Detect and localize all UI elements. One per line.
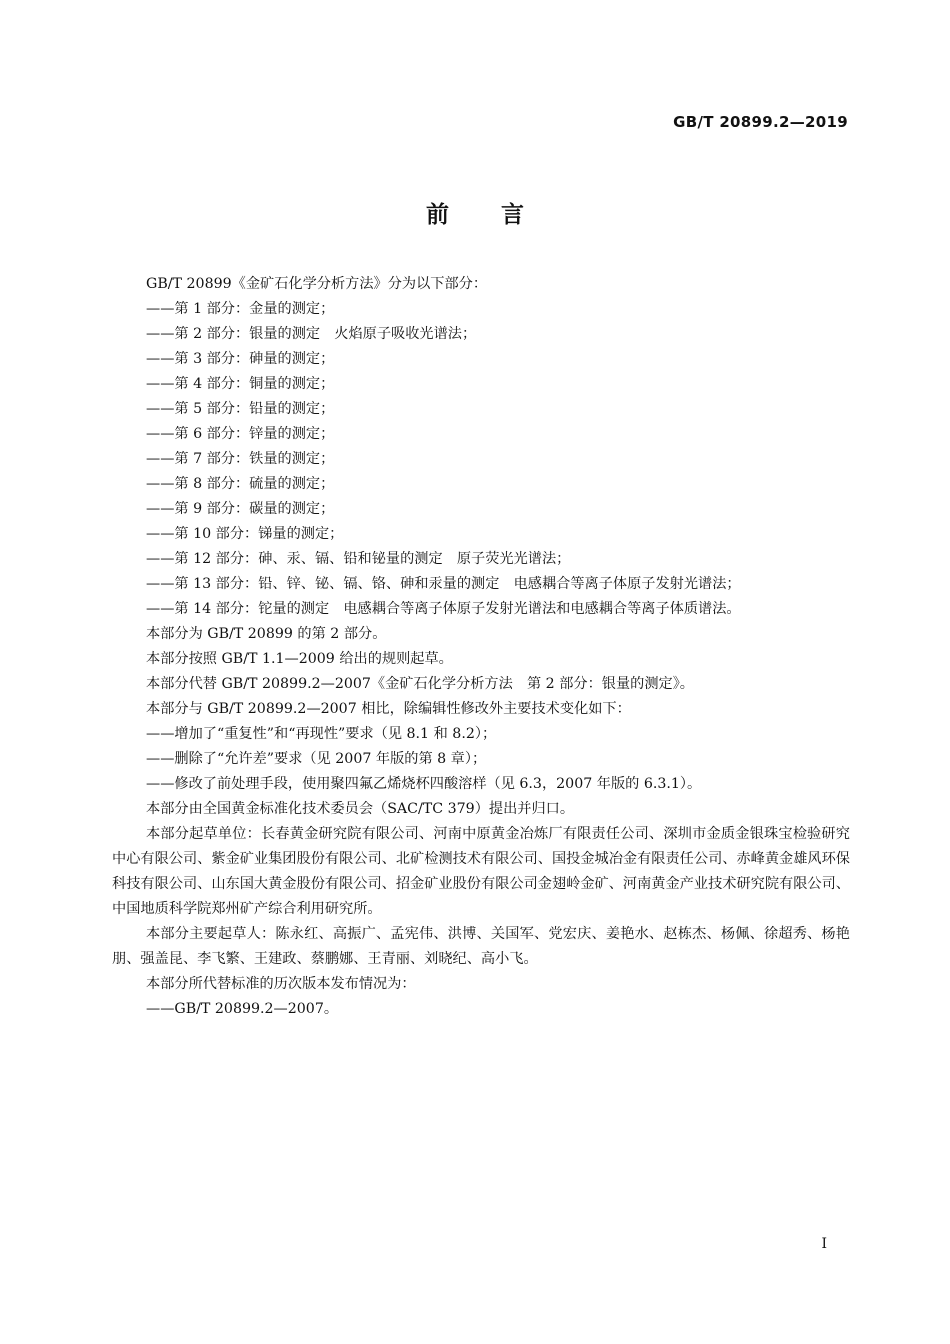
list-item: ——第 12 部分：砷、汞、镉、铅和铋量的测定 原子荧光光谱法； — [146, 551, 571, 567]
list-item: ——第 3 部分：砷量的测定； — [146, 351, 335, 367]
standard-number: GB/T 20899.2—2019 — [673, 113, 848, 131]
statement-line: 本部分代替 GB/T 20899.2—2007《金矿石化学分析方法 第 2 部分：银量的测定》。 — [146, 676, 694, 692]
list-item: ——第 9 部分：碳量的测定； — [146, 501, 335, 517]
title-char-1: 前 — [426, 202, 449, 228]
list-item: ——第 10 部分：锑量的测定； — [146, 526, 344, 542]
list-item: ——GB/T 20899.2—2007。 — [146, 1001, 339, 1017]
list-item: ——删除了“允许差”要求（见 2007 年版的第 8 章）； — [146, 751, 487, 767]
page-title — [0, 196, 950, 229]
title-char-2: 言 — [501, 202, 524, 228]
page-number: I — [821, 1236, 827, 1252]
drafting-units-paragraph: 本部分起草单位：长春黄金研究院有限公司、河南中原黄金冶炼厂有限责任公司、深圳市金质金银珠宝检验研究中心有限公司、紫金矿业集团股份有限公司、北矿检测技术有限公司、国投金城冶金有限责任公司、赤峰黄金雄风环保科技有限公司、山东国大黄金股份有限公司、招金矿业股份有限公司金翅岭金矿、河南黄金产业技术研究院有限公司、中国地质科学院郑州矿产综合利用研究所。 — [112, 826, 850, 917]
list-item: ——第 1 部分：金量的测定； — [146, 301, 335, 317]
statement-line: 本部分为 GB/T 20899 的第 2 部分。 — [146, 626, 387, 642]
list-item: ——修改了前处理手段，使用聚四氟乙烯烧杯四酸溶样（见 6.3，2007 年版的 6.3.1）。 — [146, 776, 702, 792]
proposed-by-line: 本部分由全国黄金标准化技术委员会（SAC/TC 379）提出并归口。 — [146, 801, 575, 817]
history-intro-line: 本部分所代替标准的历次版本发布情况为： — [146, 976, 416, 992]
foreword-body — [112, 272, 850, 1022]
statement-line: 本部分与 GB/T 20899.2—2007 相比，除编辑性修改外主要技术变化如下： — [146, 701, 631, 717]
drafters-paragraph: 本部分主要起草人：陈永红、高振广、孟宪伟、洪博、关国军、党宏庆、姜艳水、赵栋杰、杨佩、徐超秀、杨艳朋、强盖昆、李飞繁、王建政、蔡鹏娜、王青丽、刘晓纪、高小飞。 — [112, 926, 850, 967]
list-item: ——第 13 部分：铅、锌、铋、镉、铬、砷和汞量的测定 电感耦合等离子体原子发射光谱法； — [146, 576, 741, 592]
list-item: ——增加了“重复性”和“再现性”要求（见 8.1 和 8.2）； — [146, 726, 497, 742]
intro-line: GB/T 20899《金矿石化学分析方法》分为以下部分： — [146, 276, 488, 292]
list-item: ——第 4 部分：铜量的测定； — [146, 376, 335, 392]
list-item: ——第 14 部分：铊量的测定 电感耦合等离子体原子发射光谱法和电感耦合等离子体质谱法。 — [146, 601, 741, 617]
statement-line: 本部分按照 GB/T 1.1—2009 给出的规则起草。 — [146, 651, 453, 667]
list-item: ——第 5 部分：铅量的测定； — [146, 401, 335, 417]
parts-list — [112, 297, 850, 622]
list-item: ——第 2 部分：银量的测定 火焰原子吸收光谱法； — [146, 326, 477, 342]
list-item: ——第 7 部分：铁量的测定； — [146, 451, 335, 467]
list-item: ——第 6 部分：锌量的测定； — [146, 426, 335, 442]
list-item: ——第 8 部分：硫量的测定； — [146, 476, 335, 492]
changes-list — [112, 722, 850, 797]
